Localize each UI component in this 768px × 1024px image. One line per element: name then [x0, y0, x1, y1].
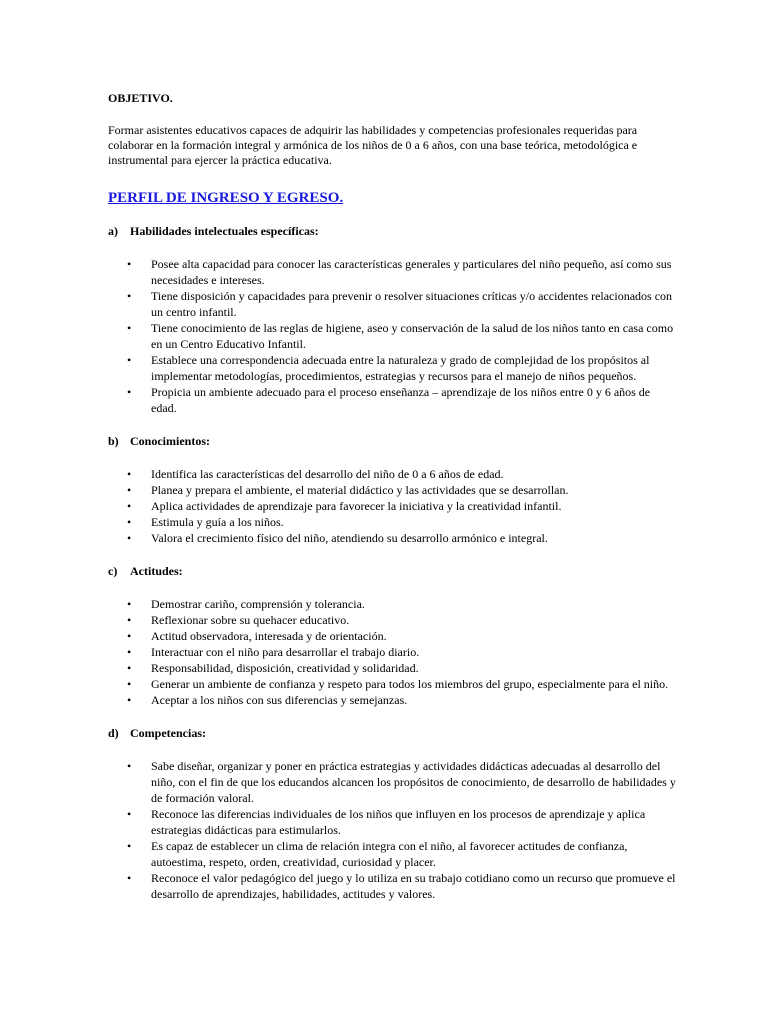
section-title: Conocimientos: [130, 434, 210, 448]
bullet-icon: • [127, 531, 132, 545]
section-title: Competencias: [130, 726, 206, 740]
sections-container [108, 223, 678, 902]
objective-text: Formar asistentes educativos capaces de adquirir las habilidades y competencias profesionales requeridas para colaborar en la formación integral y armónica de los niños de 0 a 6 años, con una base teórica, metodológica e instrumental para ejercer la práctica educativa. [108, 123, 638, 167]
bullet-icon: • [127, 807, 132, 821]
list-item [108, 482, 678, 498]
bullet-icon: • [127, 483, 132, 497]
list-item [108, 466, 678, 482]
list-item-text: Generar un ambiente de confianza y respeto para todos los miembros del grupo, especialmente para el niño. [151, 677, 669, 691]
list-item [108, 256, 678, 288]
section-heading [108, 563, 678, 579]
bullet-icon: • [127, 645, 132, 659]
bullet-icon: • [127, 499, 132, 513]
objective-heading: OBJETIVO. [108, 91, 173, 105]
list-item-text: Posee alta capacidad para conocer las características generales y particulares del niño pequeño, así como sus necesidades e intereses. [151, 257, 672, 287]
list-item-text: Planea y prepara el ambiente, el material didáctico y las actividades que se desarrollan. [151, 483, 569, 497]
list-item-text: Estimula y guía a los niños. [151, 515, 284, 529]
list-item-text: Actitud observadora, interesada y de orientación. [151, 629, 387, 643]
bullet-icon: • [127, 467, 132, 481]
section-heading [108, 433, 678, 449]
bullet-icon: • [127, 661, 132, 675]
list-item [108, 692, 678, 708]
bullet-icon: • [127, 839, 132, 853]
section-conocimientos [108, 433, 678, 546]
bullet-list [108, 256, 678, 416]
section-heading [108, 223, 678, 239]
list-item [108, 676, 678, 692]
section-actitudes [108, 563, 678, 708]
list-item [108, 288, 678, 320]
list-item-text: Aceptar a los niños con sus diferencias y semejanzas. [151, 693, 408, 707]
bullet-icon: • [127, 629, 132, 643]
list-item [108, 320, 678, 352]
section-letter: d) [108, 726, 119, 740]
list-item-text: Tiene disposición y capacidades para prevenir o resolver situaciones críticas y/o accidentes relacionados con un centro infantil. [151, 289, 673, 319]
list-item-text: Aplica actividades de aprendizaje para favorecer la iniciativa y la creatividad infantil. [151, 499, 562, 513]
list-item [108, 838, 678, 870]
list-item [108, 612, 678, 628]
bullet-icon: • [127, 353, 132, 367]
bullet-icon: • [127, 677, 132, 691]
list-item [108, 596, 678, 612]
bullet-icon: • [127, 289, 132, 303]
list-item [108, 628, 678, 644]
bullet-list [108, 596, 678, 708]
list-item-text: Interactuar con el niño para desarrollar el trabajo diario. [151, 645, 420, 659]
list-item-text: Demostrar cariño, comprensión y tolerancia. [151, 597, 365, 611]
section-title: Actitudes: [130, 564, 183, 578]
bullet-list [108, 466, 678, 546]
list-item [108, 806, 678, 838]
bullet-icon: • [127, 385, 132, 399]
list-item [108, 644, 678, 660]
document-page [108, 90, 678, 902]
section-letter: b) [108, 434, 119, 448]
profile-heading: PERFIL DE INGRESO Y EGRESO. [108, 190, 344, 206]
section-letter: a) [108, 224, 118, 238]
list-item-text: Responsabilidad, disposición, creatividad y solidaridad. [151, 661, 419, 675]
bullet-icon: • [127, 597, 132, 611]
bullet-list [108, 758, 678, 902]
bullet-icon: • [127, 515, 132, 529]
list-item [108, 514, 678, 530]
section-heading [108, 725, 678, 741]
list-item-text: Es capaz de establecer un clima de relación integra con el niño, al favorecer actitudes de confianza, autoestima, respeto, orden, creatividad, curiosidad y placer. [151, 839, 628, 869]
list-item [108, 870, 678, 902]
list-item-text: Establece una correspondencia adecuada entre la naturaleza y grado de complejidad de los propósitos al implementar metodologías, procedimientos, estrategias y recursos para el manejo de niños pequeños. [151, 353, 650, 383]
bullet-icon: • [127, 871, 132, 885]
section-letter: c) [108, 564, 118, 578]
list-item [108, 758, 678, 806]
bullet-icon: • [127, 613, 132, 627]
list-item [108, 352, 678, 384]
section-title: Habilidades intelectuales específicas: [130, 224, 319, 238]
list-item [108, 384, 678, 416]
list-item-text: Propicia un ambiente adecuado para el proceso enseñanza – aprendizaje de los niños entre 0 y 6 años de edad. [151, 385, 651, 415]
section-habilidades [108, 223, 678, 416]
bullet-icon: • [127, 693, 132, 707]
list-item-text: Tiene conocimiento de las reglas de higiene, aseo y conservación de la salud de los niños tanto en casa como en un Centro Educativo Infantil. [151, 321, 674, 351]
bullet-icon: • [127, 321, 132, 335]
list-item-text: Reconoce el valor pedagógico del juego y lo utiliza en su trabajo cotidiano como un recurso que promueve el desarrollo de aprendizajes, habilidades, actitudes y valores. [151, 871, 676, 901]
list-item [108, 498, 678, 514]
list-item [108, 660, 678, 676]
bullet-icon: • [127, 257, 132, 271]
list-item-text: Sabe diseñar, organizar y poner en práctica estrategias y actividades didácticas adecuadas al desarrollo del niño, con el fin de que los educandos alcancen los propósitos de conocimiento, de desarrollo de habilidades y de formación valoral. [151, 759, 676, 805]
list-item [108, 530, 678, 546]
section-competencias [108, 725, 678, 902]
list-item-text: Identifica las características del desarrollo del niño de 0 a 6 años de edad. [151, 467, 504, 481]
list-item-text: Valora el crecimiento físico del niño, atendiendo su desarrollo armónico e integral. [151, 531, 548, 545]
list-item-text: Reconoce las diferencias individuales de los niños que influyen en los procesos de aprendizaje y aplica estrategias didácticas para estimularlos. [151, 807, 646, 837]
bullet-icon: • [127, 759, 132, 773]
list-item-text: Reflexionar sobre su quehacer educativo. [151, 613, 350, 627]
